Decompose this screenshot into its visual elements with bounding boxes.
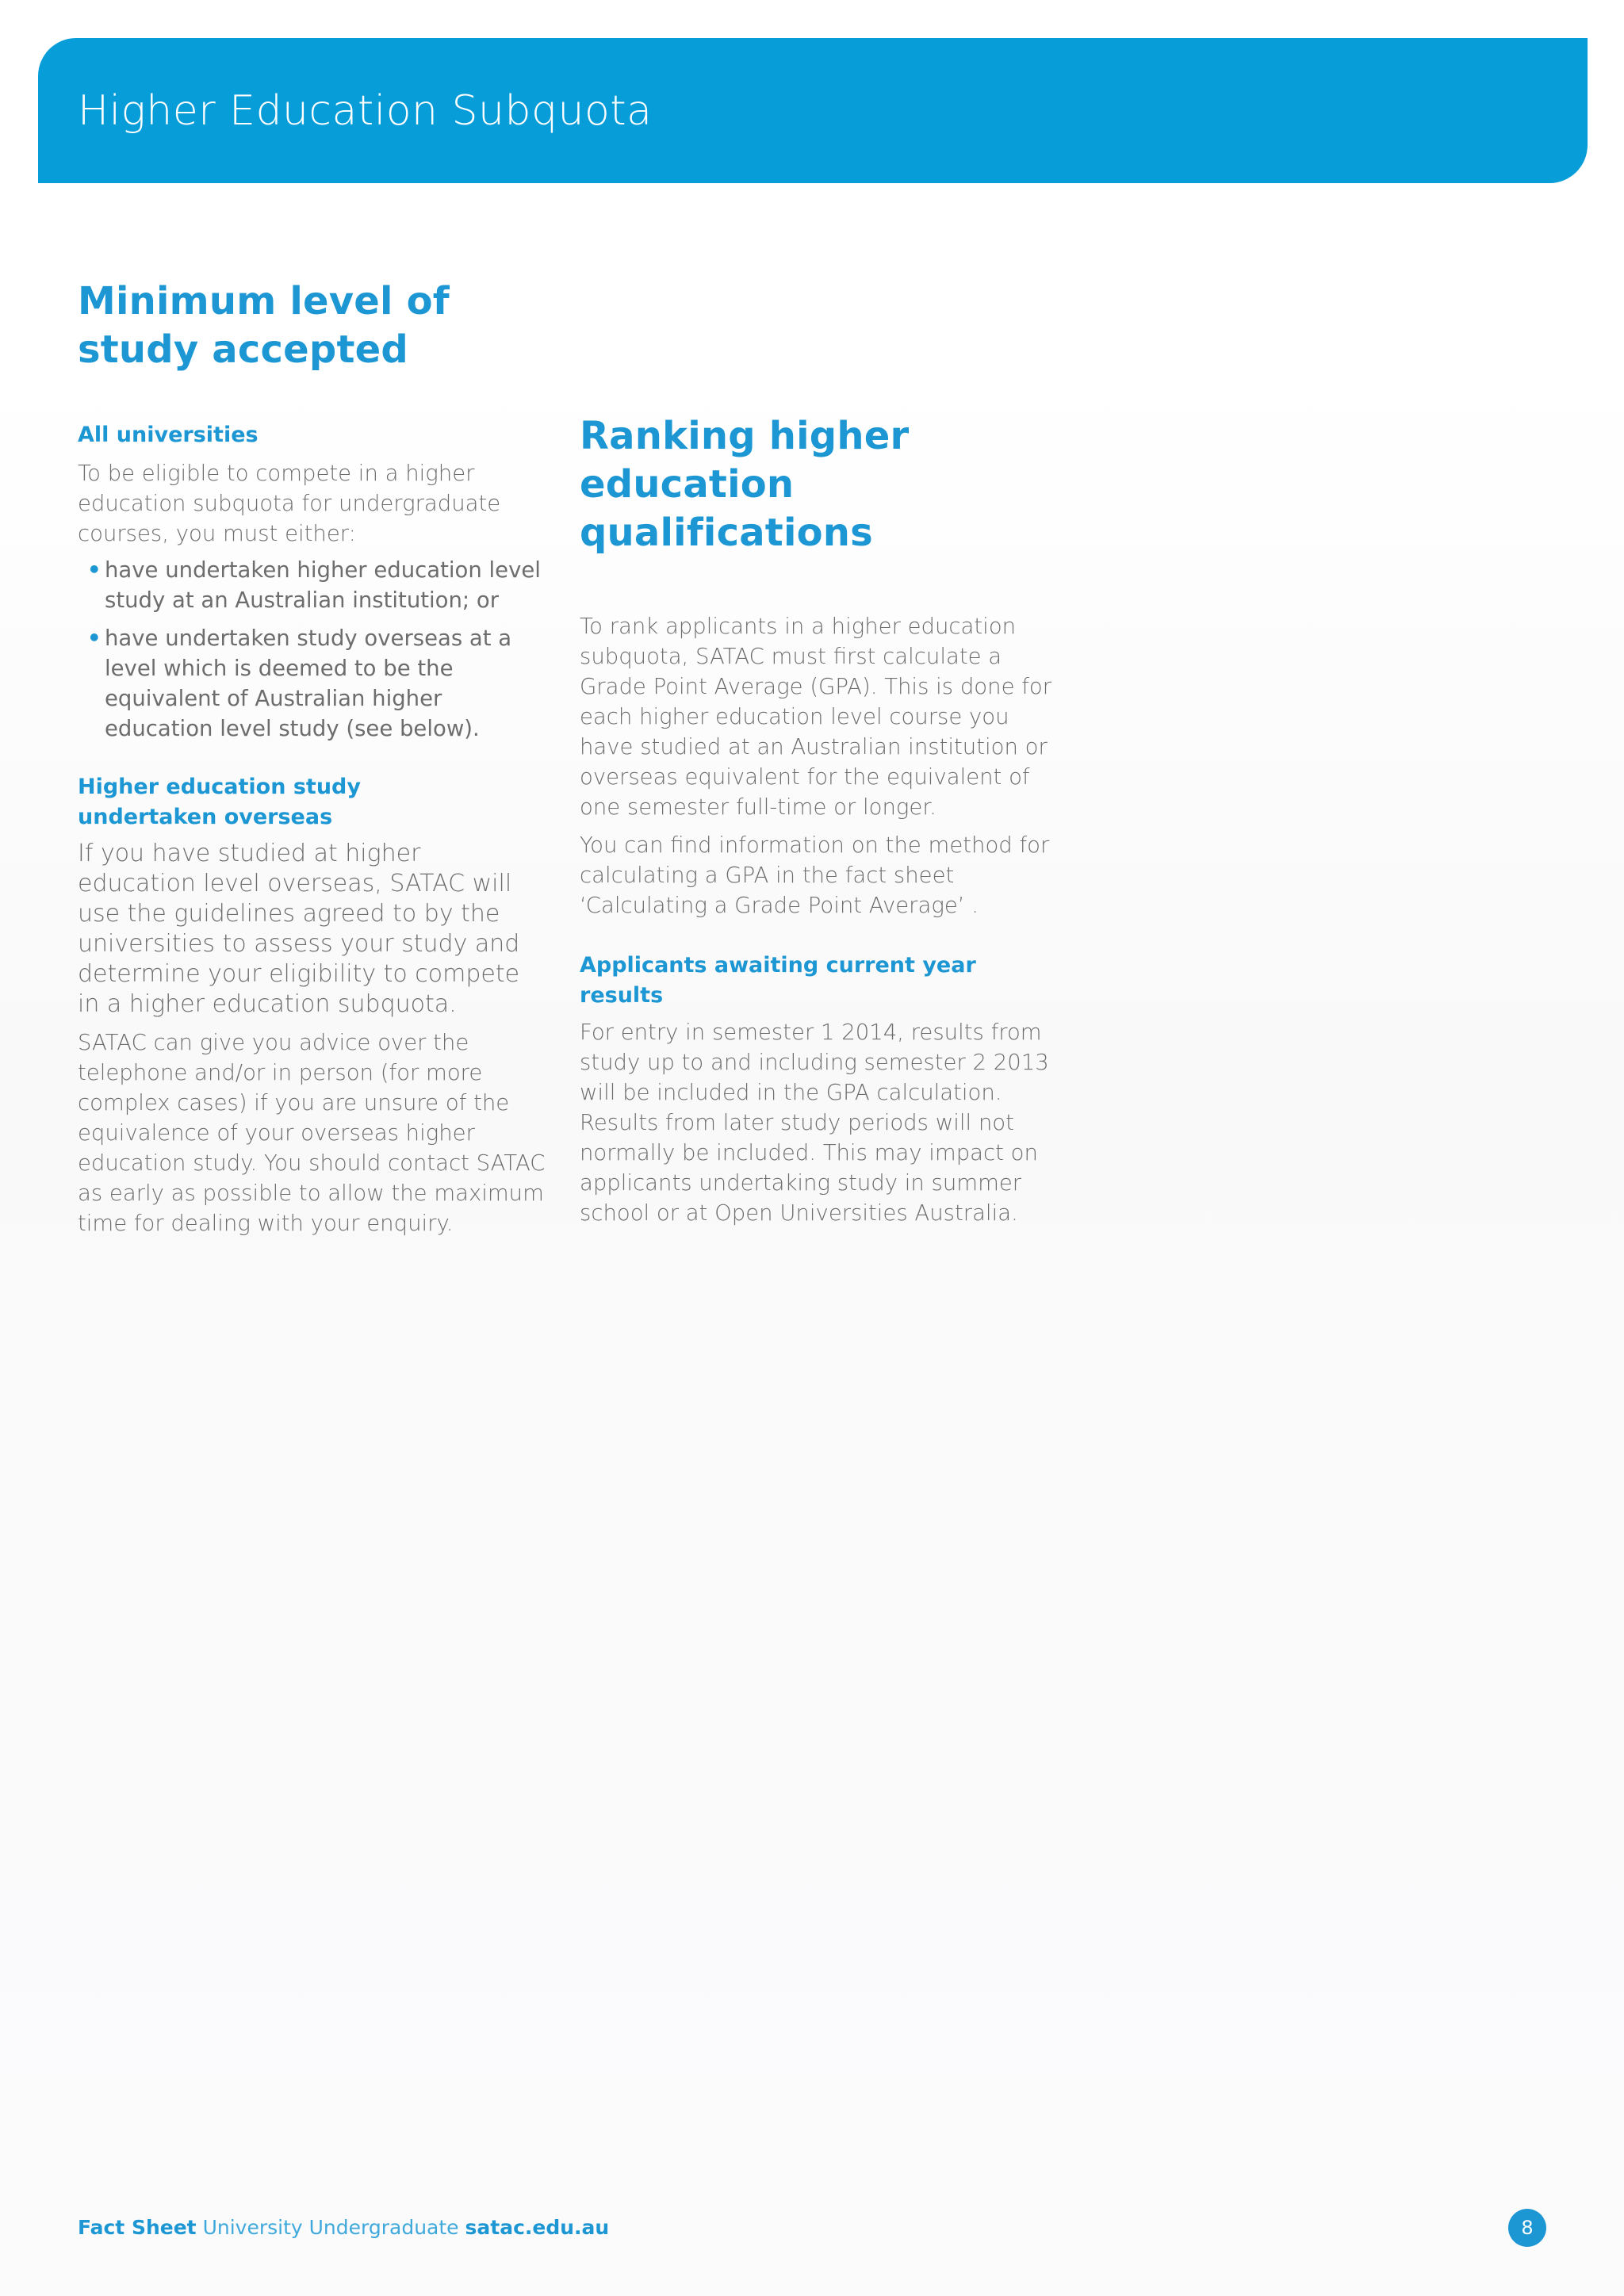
- page-title: Higher Education Subquota: [78, 87, 653, 135]
- heading-line: education qualifications: [580, 462, 873, 555]
- bullet-icon: •: [87, 557, 102, 583]
- subheading-all-universities: All universities: [78, 423, 259, 447]
- subheading-awaiting-results: Applicants awaiting current year results: [580, 953, 976, 1008]
- page-number-badge: 8: [1508, 2209, 1546, 2247]
- header-banner: [38, 38, 1588, 183]
- footer: [78, 2214, 609, 2242]
- overseas-paragraph: If you have studied at higher education level overseas, SATAC will use the guidelines agreed to by the universities to assess your study and determine your eligibility to compete in a higher education subquota.: [78, 840, 520, 1018]
- section-heading-minimum-level: [78, 277, 546, 374]
- list-item: [78, 555, 546, 615]
- eligibility-list: [78, 555, 546, 744]
- fact-sheet-paragraph: You can find information on the method for calculating a GPA in the fact sheet ‘Calculating a Grade Point Average’ .: [580, 832, 1050, 918]
- advice-paragraph: SATAC can give you advice over the telephone and/or in person (for more complex cases) if you are unsure of the equivalence of your overseas higher education study. You should contact SATAC as early as possible to allow the maximum time for dealing with your enquiry.: [78, 1030, 546, 1236]
- middle-column: [580, 412, 1055, 1228]
- list-item-text: have undertaken study overseas at a level which is deemed to be the equivalent of Australian higher education level study (see below).: [105, 626, 512, 741]
- heading-line: Ranking higher: [580, 414, 910, 458]
- section-heading-ranking: [580, 412, 1055, 557]
- footer-label-category: University Undergraduate: [202, 2216, 459, 2239]
- list-item-text: have undertaken higher education level study at an Australian institution; or: [105, 557, 541, 613]
- subheading-line: undertaken overseas: [78, 805, 333, 829]
- subheading-overseas-study: [78, 772, 546, 832]
- intro-paragraph: To be eligible to compete in a higher education subquota for undergraduate courses, you must either:: [78, 461, 501, 546]
- heading-line: study accepted: [78, 327, 408, 372]
- footer-label-fact-sheet: Fact Sheet: [78, 2216, 197, 2239]
- left-column: [78, 277, 546, 1238]
- heading-line: Minimum level of: [78, 279, 450, 323]
- subheading-line: Higher education study: [78, 775, 361, 799]
- bullet-icon: •: [87, 626, 102, 651]
- list-item: [78, 623, 546, 744]
- gpa-paragraph: To rank applicants in a higher education subquota, SATAC must first calculate a Grade Point Average (GPA). This is done for each higher education level course you have studied at an Australian institution or overseas equivalent for the equivalent of one semester full-time or longer.: [580, 614, 1052, 820]
- footer-site-link[interactable]: satac.edu.au: [465, 2216, 610, 2239]
- awaiting-results-paragraph: For entry in semester 1 2014, results from study up to and including semester 2 2013 will be included in the GPA calculation. Results from later study periods will not normally be included. This may impact on applicants undertaking study in summer school or at Open Universities Australia.: [580, 1020, 1049, 1226]
